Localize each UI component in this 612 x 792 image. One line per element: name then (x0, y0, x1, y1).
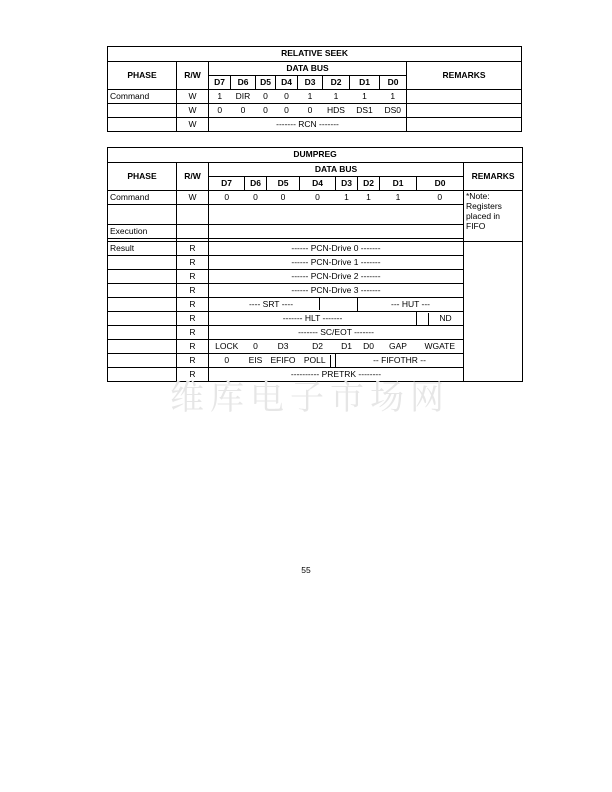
table-row (108, 225, 523, 239)
rw-cell: W (177, 104, 209, 118)
field-divider (428, 313, 429, 325)
bit-cell: 0 (300, 191, 336, 205)
table-row (108, 270, 523, 284)
bit-cell: 1 (380, 90, 407, 104)
table-row (108, 312, 523, 326)
bit-cell: D3 (267, 340, 300, 354)
bit-cell: 1 (323, 90, 350, 104)
bit-header: D4 (300, 177, 336, 191)
table-row (108, 326, 523, 340)
bit-cell: 0 (256, 90, 276, 104)
rcn-span-cell: ------- RCN ------- (209, 118, 407, 132)
table-row (108, 242, 523, 256)
bit-cell: 0 (209, 354, 245, 368)
page-number: 55 (301, 565, 311, 575)
bit-cell: EIS (245, 354, 267, 368)
rw-cell: W (177, 90, 209, 104)
sc-eot-cell: ------- SC/EOT ------- (209, 326, 464, 340)
bit-header: D6 (245, 177, 267, 191)
table-row (108, 284, 523, 298)
pcn-drive-0-cell: ------ PCN-Drive 0 ------- (209, 242, 464, 256)
nd-label: ND (439, 313, 452, 323)
table-row (108, 354, 523, 368)
bit-cell: 0 (209, 104, 231, 118)
relative-seek-title: RELATIVE SEEK (108, 47, 522, 62)
table-row (108, 298, 523, 312)
rw-cell: R (177, 298, 209, 312)
hut-cell: --- HUT --- (358, 298, 464, 312)
rw-cell: R (177, 368, 209, 382)
bit-header: D3 (336, 177, 358, 191)
bit-cell: 0 (256, 104, 276, 118)
poll-label: POLL (303, 355, 326, 365)
pcn-drive-1-cell: ------ PCN-Drive 1 ------- (209, 256, 464, 270)
table-row (108, 191, 523, 205)
pretrk-cell: ---------- PRETRK -------- (209, 368, 464, 382)
relative-seek-table (107, 46, 522, 132)
remarks-header: REMARKS (407, 62, 522, 90)
bit-cell: DIR (231, 90, 256, 104)
remarks-cell (407, 118, 522, 132)
bit-header: D2 (323, 76, 350, 90)
bit-header: D7 (209, 177, 245, 191)
bit-cell (300, 354, 336, 368)
result-label: Result (108, 242, 177, 256)
bit-cell: 0 (209, 191, 245, 205)
watermark: 维库电子市场网 (170, 378, 450, 418)
phase-header: PHASE (108, 163, 177, 191)
bit-cell: 1 (336, 191, 358, 205)
remarks-header: REMARKS (464, 163, 523, 191)
field-divider (330, 355, 331, 367)
bit-cell: HDS (323, 104, 350, 118)
rw-cell: W (177, 191, 209, 205)
srt-cell (209, 298, 358, 312)
table-row (108, 340, 523, 354)
bit-cell: 0 (267, 191, 300, 205)
srt-label: ---- SRT ---- (248, 299, 294, 309)
bit-cell: 1 (209, 90, 231, 104)
table-row (108, 90, 522, 104)
phase-cell: Command (108, 191, 177, 205)
bit-header: D4 (276, 76, 298, 90)
pcn-drive-3-cell: ------ PCN-Drive 3 ------- (209, 284, 464, 298)
bit-cell: 0 (276, 90, 298, 104)
bit-header: D0 (417, 177, 464, 191)
phase-header: PHASE (108, 62, 177, 90)
fifothr-cell: -- FIFOTHR -- (336, 354, 464, 368)
bit-cell: LOCK (209, 340, 245, 354)
bit-header: D3 (298, 76, 323, 90)
bit-header: D7 (209, 76, 231, 90)
dumpreg-table (107, 147, 523, 382)
table-row (108, 104, 522, 118)
bit-cell: 0 (298, 104, 323, 118)
rw-cell: R (177, 312, 209, 326)
bit-cell: 1 (380, 191, 417, 205)
hlt-label: ------- HLT ------- (282, 313, 343, 323)
bit-cell: 1 (350, 90, 380, 104)
bit-cell: D2 (300, 340, 336, 354)
rw-header: R/W (177, 163, 209, 191)
bit-cell: 0 (276, 104, 298, 118)
bit-cell: D0 (358, 340, 380, 354)
bit-cell: 0 (231, 104, 256, 118)
bit-cell: DS0 (380, 104, 407, 118)
bit-header: D5 (267, 177, 300, 191)
pcn-drive-2-cell: ------ PCN-Drive 2 ------- (209, 270, 464, 284)
bit-header: D1 (350, 76, 380, 90)
table-row (108, 118, 522, 132)
execution-label: Execution (108, 225, 177, 239)
field-divider (319, 298, 320, 310)
phase-cell: Command (108, 90, 177, 104)
rw-header: R/W (177, 62, 209, 90)
phase-cell (108, 118, 177, 132)
bit-cell: DS1 (350, 104, 380, 118)
bit-header: D6 (231, 76, 256, 90)
rw-cell: R (177, 270, 209, 284)
bit-cell: 0 (245, 340, 267, 354)
rw-cell: R (177, 340, 209, 354)
bit-cell: 0 (245, 191, 267, 205)
bit-cell: 0 (417, 191, 464, 205)
rw-cell: R (177, 284, 209, 298)
hlt-cell (209, 312, 417, 326)
dumpreg-title: DUMPREG (108, 148, 523, 163)
rw-cell: R (177, 242, 209, 256)
table-row (108, 256, 523, 270)
bit-cell: EFIFO (267, 354, 300, 368)
table-row (108, 368, 523, 382)
bit-cell: D1 (336, 340, 358, 354)
bit-header: D1 (380, 177, 417, 191)
rw-cell: R (177, 354, 209, 368)
bit-cell: WGATE (417, 340, 464, 354)
rw-cell: R (177, 256, 209, 270)
bit-cell: 1 (298, 90, 323, 104)
nd-cell (417, 312, 464, 326)
data-bus-header: DATA BUS (209, 62, 407, 76)
bit-cell: GAP (380, 340, 417, 354)
rw-cell: W (177, 118, 209, 132)
remarks-cell (407, 104, 522, 118)
phase-cell (108, 104, 177, 118)
bit-cell: 1 (358, 191, 380, 205)
remarks-cell (407, 90, 522, 104)
remarks-cell (464, 242, 523, 382)
bit-header: D0 (380, 76, 407, 90)
data-bus-header: DATA BUS (209, 163, 464, 177)
bit-header: D2 (358, 177, 380, 191)
bit-header: D5 (256, 76, 276, 90)
remarks-note: *Note: Registers placed in FIFO (464, 191, 523, 242)
rw-cell: R (177, 326, 209, 340)
